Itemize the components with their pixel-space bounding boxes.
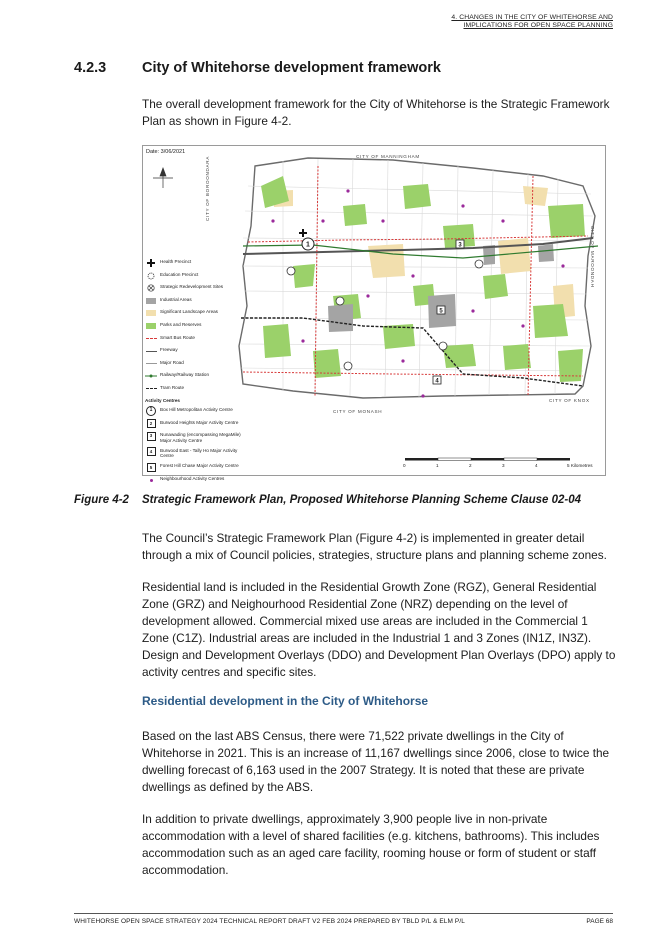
legend-industrial <box>145 297 243 305</box>
legend-parks <box>145 322 243 330</box>
legend-activity-3 <box>145 432 243 443</box>
legend-label: Smart Bus Route <box>160 334 195 340</box>
legend-activity-1 <box>145 407 243 415</box>
legend-activity-heading: Activity Centres <box>145 397 180 403</box>
label-east: CITY OF MAROONDAH <box>590 226 595 288</box>
intro-paragraph: The overall development framework for the City of Whitehorse is the Strategic Framework Plan as shown in Figure 4-2. <box>142 97 610 128</box>
map-legend <box>145 259 243 489</box>
tram-line <box>145 385 157 393</box>
legend-label: Strategic Redevelopment Sites <box>160 284 224 290</box>
label-southeast: CITY OF KNOX <box>549 398 590 403</box>
label-south: CITY OF MONASH <box>333 409 383 414</box>
svg-text:1: 1 <box>306 241 310 249</box>
landscape-area-swatch <box>145 309 157 317</box>
body-paragraph: The Council’s Strategic Framework Plan (Figure 4-2) is implemented in greater detail through a mix of Council policies, strategies, structure plans and planning scheme zones. <box>142 531 607 562</box>
scale-label: 3 <box>502 463 505 468</box>
legend-label: Forest Hill Chase Major Activity Centre <box>160 463 239 469</box>
svg-text:4: 4 <box>435 378 439 385</box>
legend-tram <box>145 385 243 393</box>
freeway-line <box>145 347 157 355</box>
scale-label: 0 <box>403 463 406 468</box>
legend-label: Box Hill Metropolitan Activity Centre <box>160 407 233 413</box>
svg-text:3: 3 <box>458 242 462 249</box>
parks-swatch <box>145 322 157 330</box>
legend-label: Significant Landscape Areas <box>160 309 218 315</box>
legend-redevelopment <box>145 284 243 292</box>
north-arrow <box>153 168 173 188</box>
industrial-area-swatch <box>145 297 157 305</box>
railway-line <box>145 372 157 380</box>
legend-label: Industrial Areas <box>160 296 192 302</box>
figure-caption <box>74 494 581 506</box>
activity-centre-3-icon: 3 <box>147 432 156 441</box>
activity-centre-4-icon: 4 <box>147 447 156 456</box>
legend-railway <box>145 372 243 380</box>
legend-smart-bus <box>145 335 243 343</box>
legend-label: Burwood Heights Major Activity Centre <box>160 419 239 425</box>
legend-neighbourhood <box>145 476 243 484</box>
subheading: Residential development in the City of Whitehorse <box>142 694 429 708</box>
legend-freeway <box>145 347 243 355</box>
footer-rule <box>74 913 613 914</box>
running-header-line1: 4. CHANGES IN THE CITY OF WHITEHORSE AND <box>451 14 613 21</box>
legend-label: Neighbourhood Activity Centres <box>160 476 225 481</box>
legend-label: Freeway <box>160 347 178 353</box>
body-paragraph: Based on the last ABS Census, there were 71,522 private dwellings in the City of Whitehorse in 2021. This is an increase of 11,167 dwellings since 2006, close to twice the dwelling forecast of 6,163 used in the 2007 Strategy. It is noted that these are private dwellings as defined by the ABS. <box>142 729 610 794</box>
scale-label: 5 Kilometres <box>567 463 593 468</box>
activity-centre-2-icon: 2 <box>147 419 156 428</box>
footer-text: WHITEHORSE OPEN SPACE STRATEGY 2024 TECHNICAL REPORT DRAFT V2 FEB 2024 PREPARED BY TBLD P/L & ELM P/L <box>74 918 465 925</box>
scale-bar <box>405 458 570 461</box>
legend-label: Railway/Railway Station <box>160 372 210 378</box>
health-cross-icon <box>145 259 157 267</box>
running-header <box>451 14 613 30</box>
legend-major-road <box>145 360 243 368</box>
body-paragraph: In addition to private dwellings, approximately 3,900 people live in non-private accommodation with a level of shared facilities (e.g. kitchens, bathrooms). This includes accommodation such as an aged care facility, rooming house or form of student or staff accommodation. <box>142 812 600 877</box>
map-date: Date: 3/06/2021 <box>146 149 186 155</box>
legend-label: Health Precinct <box>160 259 192 264</box>
legend-landscape <box>145 309 243 317</box>
activity-centre-1-icon: 1 <box>146 406 156 416</box>
neighbourhood-dot-icon <box>145 476 157 484</box>
legend-label: Tram Route <box>160 384 185 390</box>
svg-text:5: 5 <box>439 308 443 315</box>
label-north: CITY OF MANNINGHAM <box>356 154 420 159</box>
activity-centre-5-icon: 5 <box>147 463 156 472</box>
legend-health <box>145 259 243 267</box>
legend-activity-5 <box>145 463 243 471</box>
legend-activity-4 <box>145 448 243 459</box>
legend-education <box>145 272 243 280</box>
strategic-framework-map <box>142 145 606 481</box>
legend-activity-2 <box>145 420 243 428</box>
page-number: PAGE 68 <box>586 918 613 925</box>
section-number: 4.2.3 <box>74 60 107 76</box>
legend-label: Major Road <box>160 359 184 365</box>
legend-label: Burwood East - Tally Ho Major Activity Centre <box>160 447 238 459</box>
scale-label: 2 <box>469 463 472 468</box>
label-west: CITY OF BOROONDARA <box>205 155 210 221</box>
legend-label: Education Precinct <box>160 271 199 277</box>
legend-label: Parks and Reserves <box>160 321 202 327</box>
body-paragraph: Residential land is included in the Residential Growth Zone (RGZ), General Residential Zone (GRZ) and Neighourhood Residential Zone (NRZ) depending on the level of development allowed. Commercial mixed use areas are included in the Commercial 1 Zone (C1Z). Industrial areas are included in the Industrial 1 and 3 Zones (IN1Z, IN3Z). Design and Development Overlays (DDO) and Development Plan Overlays (DPO) apply to activity centres and specific sites. <box>142 580 616 679</box>
legend-label: Nunawading (encompassing MegaMile) Major Activity Centre <box>160 432 241 443</box>
figure-number: Figure 4-2 <box>74 494 129 506</box>
major-road-line <box>145 360 157 368</box>
scale-label: 1 <box>436 463 439 468</box>
figure-caption-text: Strategic Framework Plan, Proposed Whitehorse Planning Scheme Clause 02-04 <box>142 494 582 506</box>
smart-bus-line <box>145 335 157 343</box>
running-header-line2: IMPLICATIONS FOR OPEN SPACE PLANNING <box>463 22 613 29</box>
education-gear-icon <box>145 272 157 280</box>
scale-label: 4 <box>535 463 538 468</box>
section-title: City of Whitehorse development framework <box>142 60 441 76</box>
redevelopment-site-icon <box>145 284 157 292</box>
